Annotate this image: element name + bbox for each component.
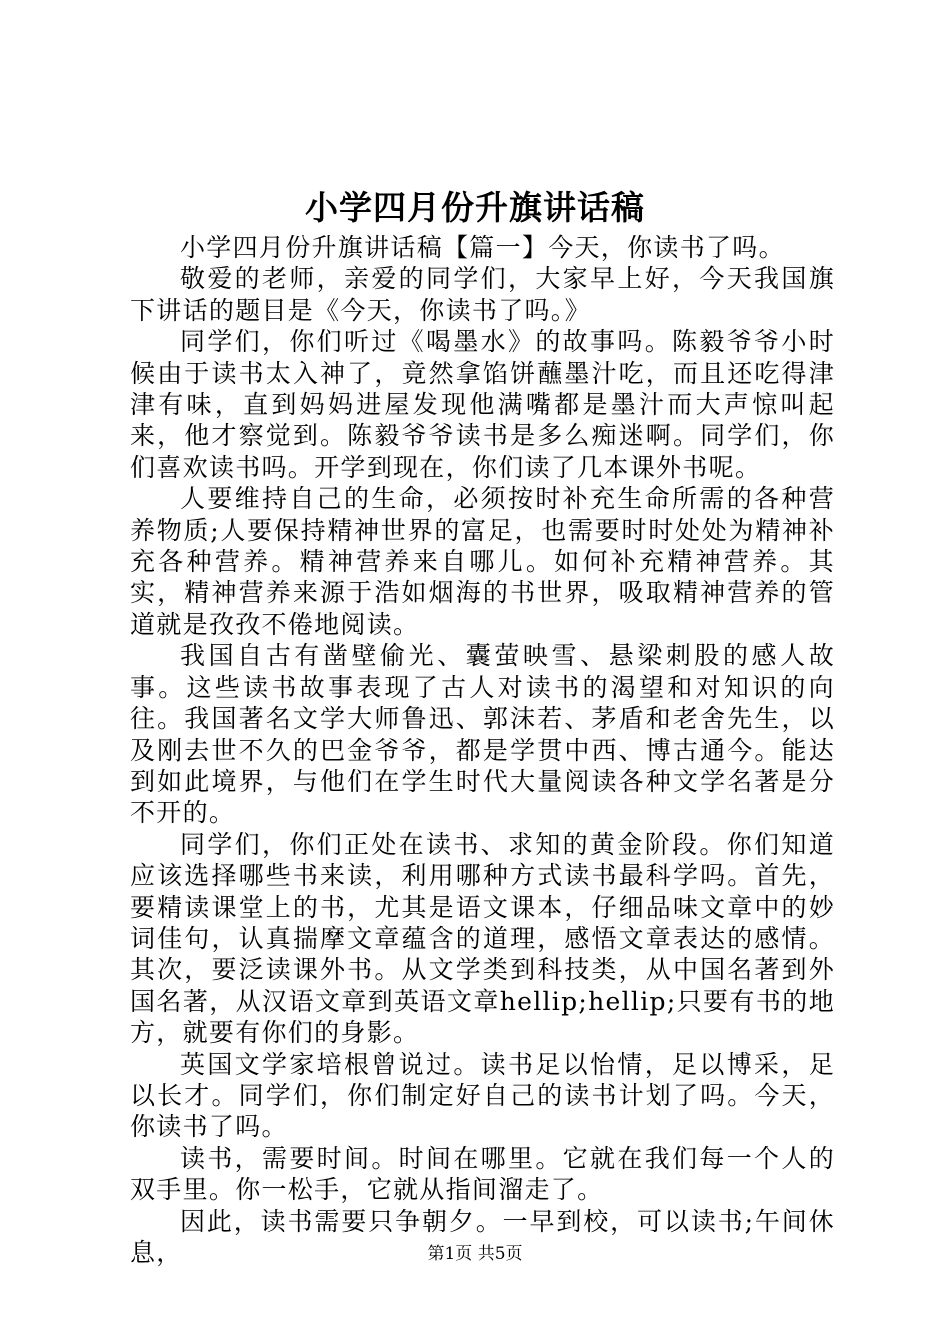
page-footer: 第1页 共5页 [427, 1244, 523, 1264]
paragraph: 小学四月份升旗讲话稿【篇一】今天，你读书了吗。 [180, 233, 785, 262]
paragraph: 英国文学家培根曾说过。读书足以怡情，足以博采，足以长才。同学们，你们制定好自己的读书计划了吗。今天，你读书了吗。 [130, 1049, 835, 1142]
paragraph: 读书，需要时间。时间在哪里。它就在我们每一个人的双手里。你一松手，它就从指间溜走了。 [130, 1143, 835, 1205]
paragraph: 人要维持自己的生命，必须按时补充生命所需的各种营养物质;人要保持精神世界的富足，也需要时时处处为精神补充各种营养。精神营养来自哪儿。如何补充精神营养。其实，精神营养来源于浩如烟海的书世界，吸取精神营养的管道就是孜孜不倦地阅读。 [130, 484, 835, 639]
paragraph: 因此，读书需要只争朝夕。一早到校，可以读书;午间休息， [130, 1206, 835, 1267]
paragraph: 同学们，你们正处在读书、求知的黄金阶段。你们知道应该选择哪些书来读，利用哪种方式读书最科学吗。首先，要精读课堂上的书，尤其是语文课本，仔细品味文章中的妙词佳句，认真揣摩文章蕴含的道理，感悟文章表达的感情。其次，要泛读课外书。从文学类到科技类，从中国名著到外国名著，从汉语文章到英语文章hellip;hellip;只要有书的地方，就要有你们的身影。 [130, 829, 835, 1048]
document-title: 小学四月份升旗讲话稿 [305, 188, 645, 227]
paragraph: 敬爱的老师，亲爱的同学们，大家早上好，今天我国旗下讲话的题目是《今天，你读书了吗。》 [130, 264, 835, 325]
document-body [130, 232, 835, 1268]
paragraph: 我国自古有凿壁偷光、囊萤映雪、悬梁刺股的感人故事。这些读书故事表现了古人对读书的渴望和对知识的向往。我国著名文学大师鲁迅、郭沫若、茅盾和老舍先生，以及刚去世不久的巴金爷爷，都是学贯中西、博古通今。能达到如此境界，与他们在学生时代大量阅读各种文学名著是分不开的。 [130, 641, 835, 828]
paragraph: 同学们，你们听过《喝墨水》的故事吗。陈毅爷爷小时候由于读书太入神了，竟然拿馅饼蘸墨汁吃，而且还吃得津津有味，直到妈妈进屋发现他满嘴都是墨汁而大声惊叫起来，他才察觉到。陈毅爷爷读书是多么痴迷啊。同学们，你们喜欢读书吗。开学到现在，你们读了几本课外书呢。 [130, 327, 835, 482]
